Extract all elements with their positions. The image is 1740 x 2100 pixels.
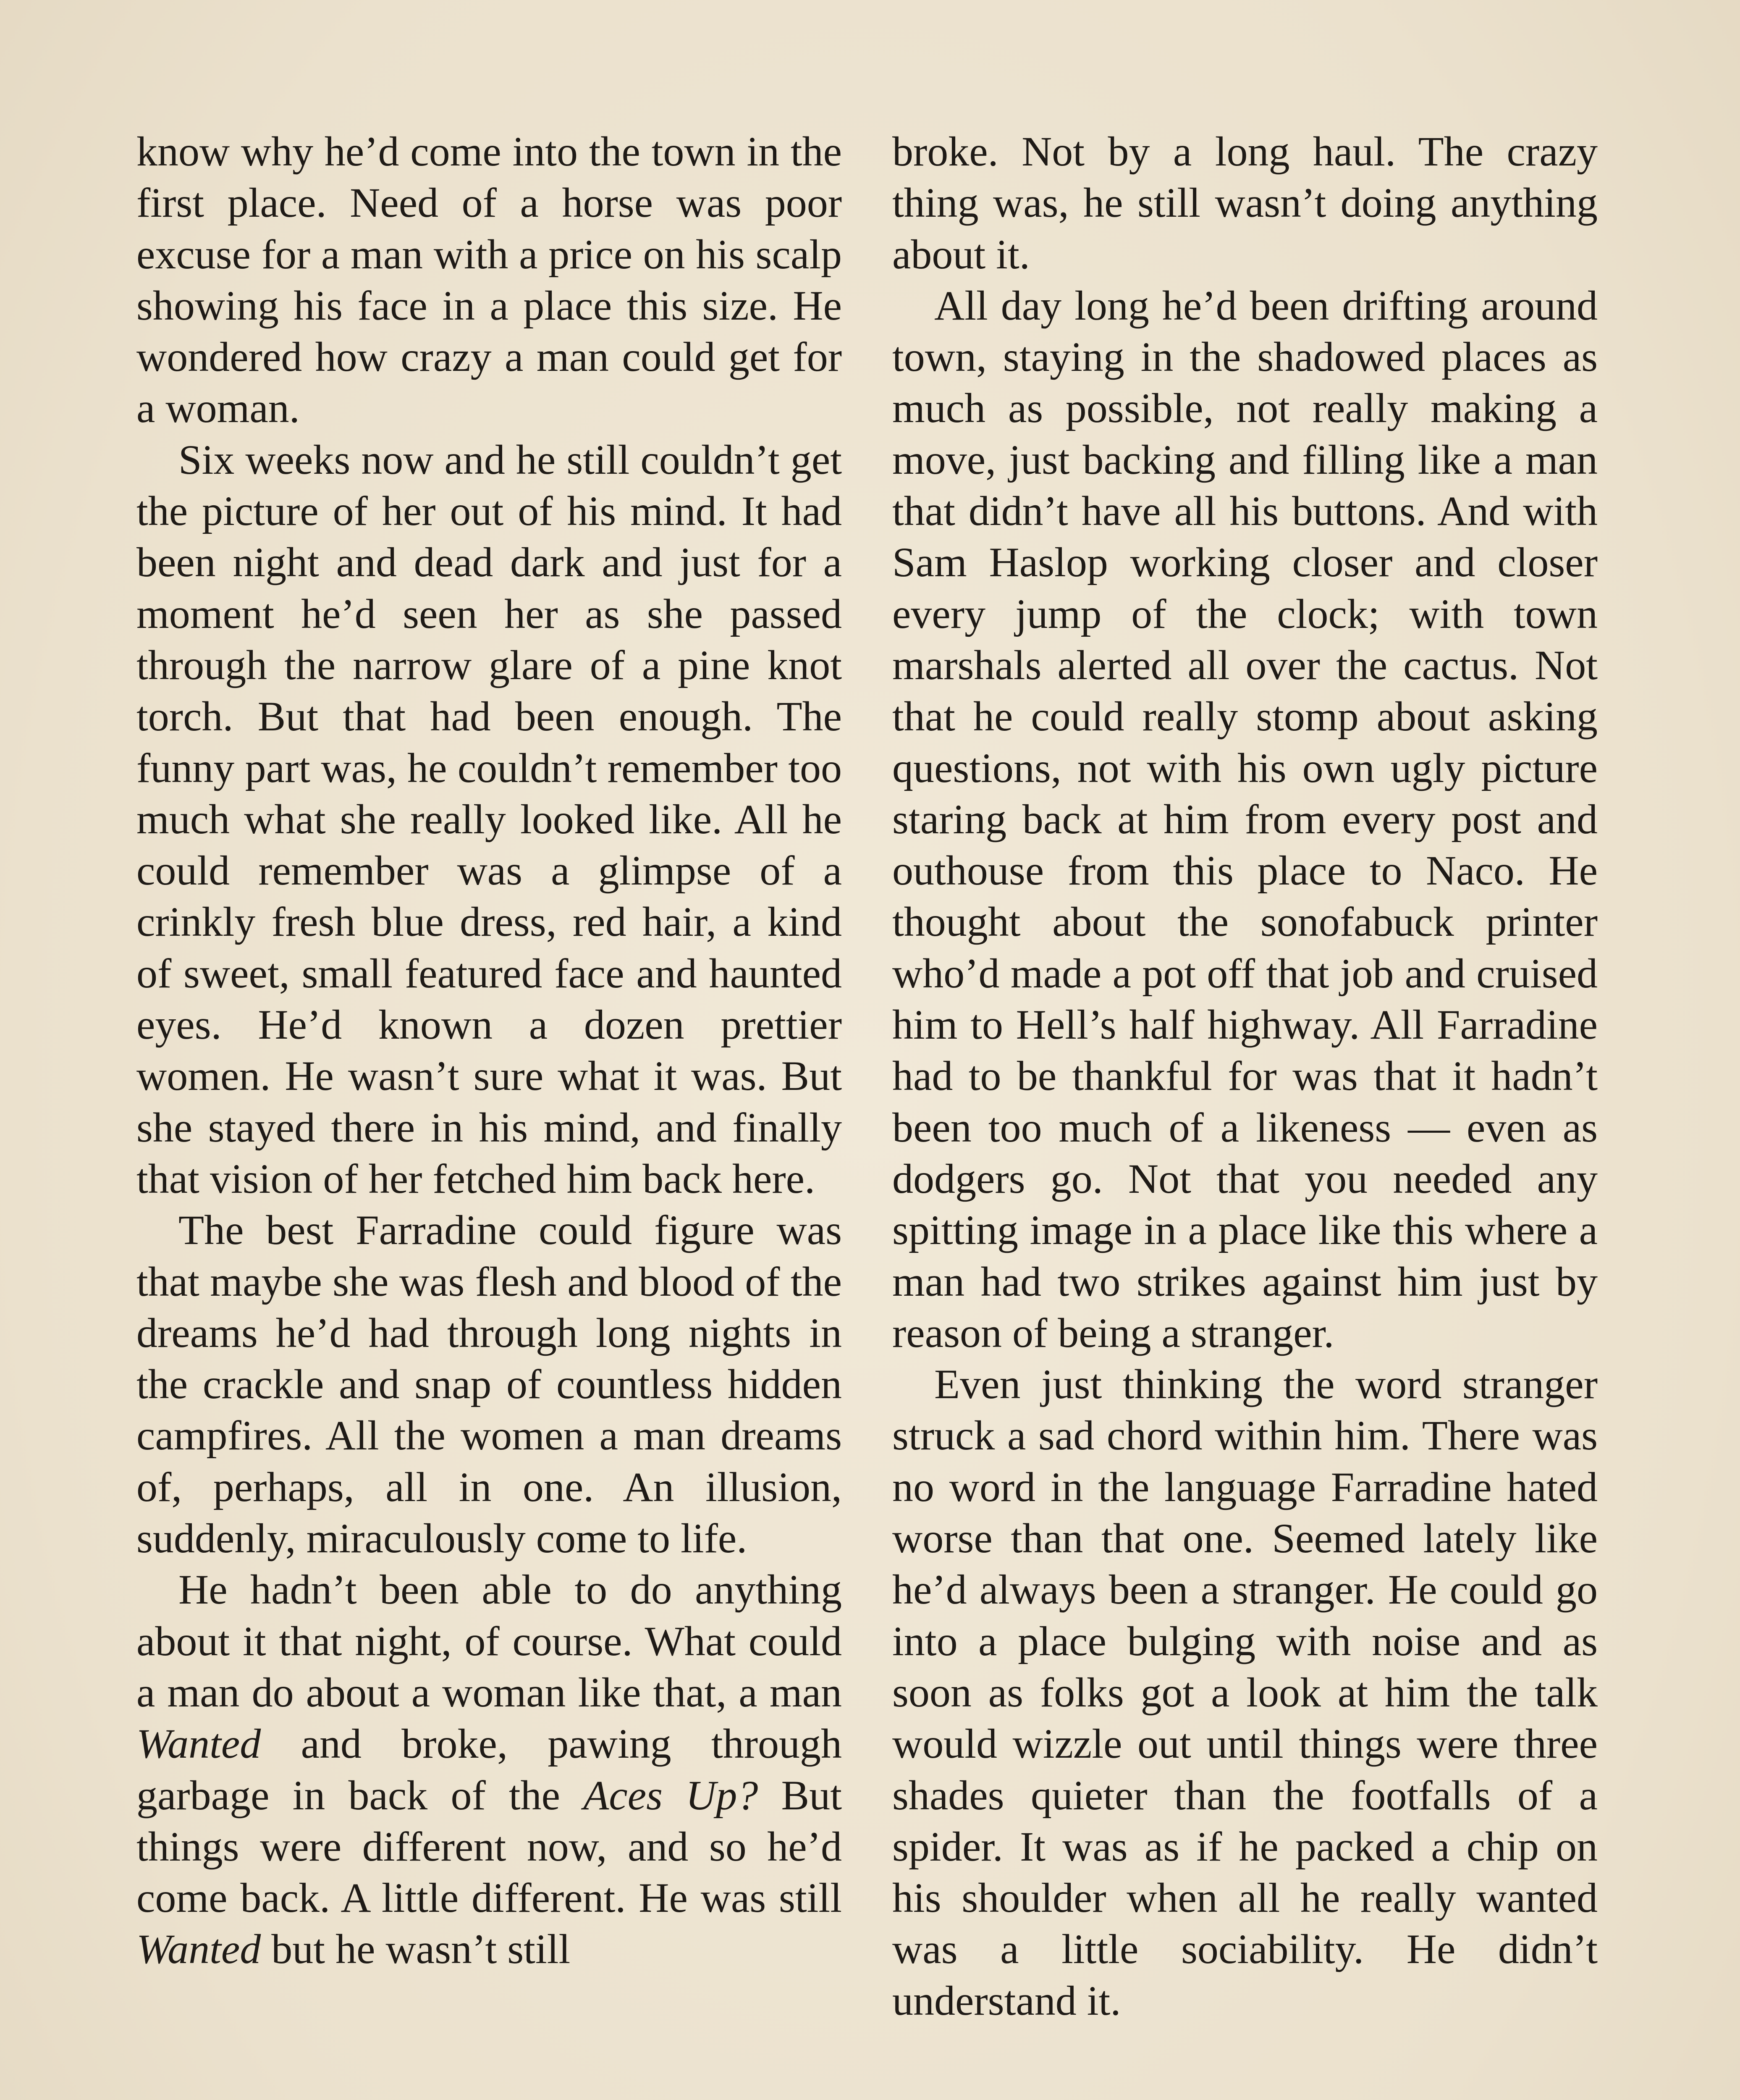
paragraph-text-segment: But things were different now, and so he’d come back. A little different. He was still [136, 1772, 842, 1922]
paragraph-text-segment: He hadn’t been able to do anything about it that night, of course. What could a man do about a woman like that, a man [136, 1566, 842, 1716]
italic-aces-up: Aces Up? [583, 1772, 758, 1819]
paragraph-even-just-thinking: Even just thinking the word stranger struck a sad chord within him. There was no word in the language Farradine hated worse than that one. Seemed lately like he’d always been a stranger. He could go into a place bulging with noise and as soon as folks got a look at him the talk would wizzle out until things were three shades quieter than the footfalls of a spider. It was as if he packed a chip on his shoulder when all he really wanted was a little sociability. He didn’t understand it. [892, 1361, 1598, 2024]
paragraph-hadnt-been-able [136, 1564, 842, 1975]
left-text-column [136, 126, 842, 1975]
italic-wanted: Wanted [136, 1720, 261, 1767]
paragraph-text-segment: but he wasn’t still [261, 1926, 571, 1973]
paragraph-best-farradine: The best Farradine could figure was that maybe she was flesh and blood of the dreams he’d had through long nights in the crackle and snap of countless hidden campfires. All the women a man dreams of, perhaps, all in one. An illusion, suddenly, miraculously come to life. [136, 1207, 842, 1562]
paragraph-text-segment: and broke, pawing through garbage in back of the [136, 1720, 842, 1819]
right-text-column [892, 126, 1598, 2026]
paragraph-continued: know why he’d come into the town in the first place. Need of a horse was poor excuse for a man with a price on his scalp showing his face in a place this size. He wondered how crazy a man could get for a woman. [136, 128, 842, 432]
paragraph-all-day-long: All day long he’d been drifting around town, staying in the shadowed places as much as possible, not really making a move, just backing and filling like a man that didn’t have all his buttons. And with Sam Haslop working closer and closer every jump of the clock; with town marshals alerted all over the cactus. Not that he could really stomp about asking questions, not with his own ugly picture staring back at him from every post and outhouse from this place to Naco. He thought about the sonofabuck printer who’d made a pot off that job and cruised him to Hell’s half highway. All Farradine had to be thankful for was that it hadn’t been too much of a likeness — even as dodgers go. Not that you needed any spitting image in a place like this where a man had two strikes against him just by reason of being a stranger. [892, 282, 1598, 1356]
paragraph-continued: broke. Not by a long haul. The crazy thing was, he still wasn’t doing anything about it. [892, 128, 1598, 278]
paragraph-six-weeks: Six weeks now and he still couldn’t get the picture of her out of his mind. It had been night and dead dark and just for a moment he’d seen her as she passed through the narrow glare of a pine knot torch. But that had been enough. The funny part was, he couldn’t remember too much what she really looked like. All he could remember was a glimpse of a crinkly fresh blue dress, red hair, a kind of sweet, small featured face and haunted eyes. He’d known a dozen prettier women. He wasn’t sure what it was. But she stayed there in his mind, and finally that vision of her fetched him back here. [136, 436, 842, 1202]
italic-wanted: Wanted [136, 1926, 261, 1973]
